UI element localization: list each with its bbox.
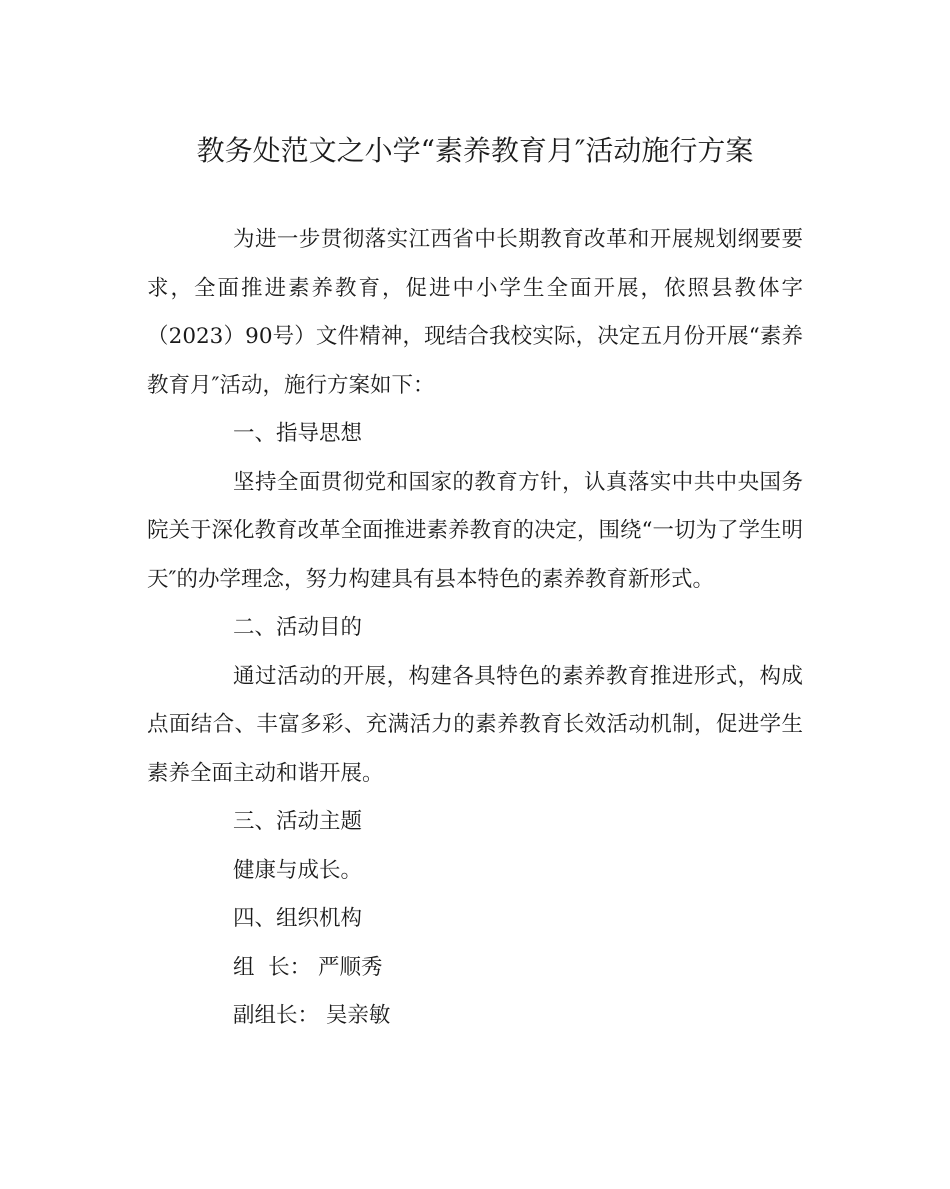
section-heading-organization: 四、组织机构: [233, 906, 363, 931]
activity-theme-text: 健康与成长。: [233, 857, 363, 883]
section-heading-activity-theme: 三、活动主题: [233, 809, 363, 834]
document-body: [147, 216, 803, 1041]
section-heading-guiding-thought: 一、指导思想: [233, 421, 363, 446]
deputy-leader-line: 副组长： 吴亲敏: [233, 1003, 391, 1028]
intro-paragraph: 为进一步贯彻落实江西省中长期教育改革和开展规划纲要要求，全面推进素养教育，促进中小学生全面开展，依照县教体字（2023）90号）文件精神，现结合我校实际，决定五月份开展“素养教育月″活动，施行方案如下：: [147, 227, 803, 398]
section-heading-activity-purpose: 二、活动目的: [233, 615, 363, 640]
leader-line: 组 长： 严顺秀: [233, 954, 383, 980]
document-title: 教务处范文之小学“素养教育月″活动施行方案: [196, 134, 754, 167]
activity-purpose-paragraph: 通过活动的开展，构建各具特色的素养教育推进形式，构成点面结合、丰富多彩、充满活力的素养教育长效活动机制，促进学生素养全面主动和谐开展。: [147, 663, 803, 786]
guiding-thought-paragraph: 坚持全面贯彻党和国家的教育方针，认真落实中共中央国务院关于深化教育改革全面推进素养教育的决定，围绕“一切为了学生明天″的办学理念，努力构建具有县本特色的素养教育新形式。: [147, 469, 803, 592]
